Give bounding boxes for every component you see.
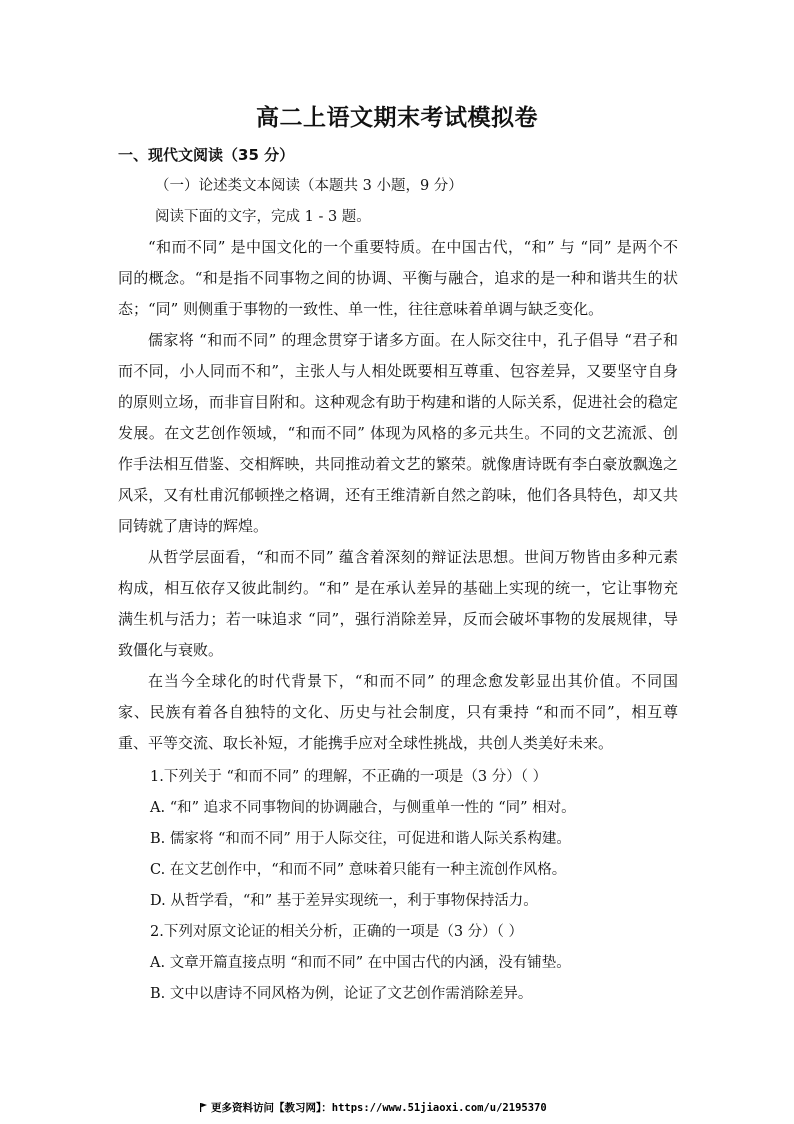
footer-link[interactable] [200,1101,547,1115]
passage-paragraph: 从哲学层面看，“和而不同” 蕴含着深刻的辩证法思想。世间万物皆由多种元素构成，相互依存又彼此制约。“和” 是在承认差异的基础上实现的统一，它让事物充满生机与活力；若一味追求 “同”，强行消除差异，反而会破坏事物的发展规律，导致僵化与衰败。 [118,548,678,659]
question-option: A. “和” 追求不同事物间的协调融合，与侧重单一性的 “同” 相对。 [150,800,576,816]
question-option: B. 文中以唐诗不同风格为例，论证了文艺创作需消除差异。 [150,986,533,1002]
question-option: B. 儒家将 “和而不同” 用于人际交往，可促进和谐人际关系构建。 [150,831,571,847]
sub-heading: （一）论述类文本阅读（本题共 3 小题，9 分） [155,178,463,194]
reading-instruction: 阅读下面的文字，完成 1 - 3 题。 [155,209,371,225]
question-option: C. 在文艺创作中，“和而不同” 意味着只能有一种主流创作风格。 [150,862,567,878]
passage-paragraph: “和而不同” 是中国文化的一个重要特质。在中国古代，“和” 与 “同” 是两个不同的概念。“和是指不同事物之间的协调、平衡与融合，追求的是一种和谐共生的状态；“同” 则侧重于事物的一致性、单一性，往往意味着单调与缺乏变化。 [118,238,678,318]
flag-icon [200,1103,207,1112]
question-option: D. 从哲学看，“和” 基于差异实现统一，利于事物保持活力。 [150,893,538,909]
question-stem: 1.下列关于 “和而不同” 的理解，不正确的一项是（3 分）（ ） [150,769,548,785]
passage-paragraph: 在当今全球化的时代背景下，“和而不同” 的理念愈发彰显出其价值。不同国家、民族有着各自独特的文化、历史与社会制度，只有秉持 “和而不同”，相互尊重、平等交流、取长补短，才能携手应对全球性挑战，共创人类美好未来。 [118,672,678,752]
section-heading: 一、现代文阅读（35 分） [118,146,295,164]
passage-paragraph: 儒家将 “和而不同” 的理念贯穿于诸多方面。在人际交往中，孔子倡导 “君子和而不同，小人同而不和”，主张人与人相处既要相互尊重、包容差异，又要坚守自身的原则立场，而非盲目附和。这种观念有助于构建和谐的人际关系，促进社会的稳定发展。在文艺创作领域，“和而不同” 体现为风格的多元共生。不同的文艺流派、创作手法相互借鉴、交相辉映，共同推动着文艺的繁荣。就像唐诗既有李白豪放飘逸之风采，又有杜甫沉郁顿挫之格调，还有王维清新自然之韵味，他们各具特色，却又共同铸就了唐诗的辉煌。 [118,331,678,535]
question-option: A. 文章开篇直接点明 “和而不同” 在中国古代的内涵，没有铺垫。 [150,955,571,971]
footer-text[interactable]: 更多资料访问【教习网】：https://www.51jiaoxi.com/u/2195370 [211,1102,547,1114]
page-title: 高二上语文期末考试模拟卷 [256,105,538,131]
question-stem: 2.下列对原文论证的相关分析，正确的一项是（3 分）（ ） [150,924,524,940]
